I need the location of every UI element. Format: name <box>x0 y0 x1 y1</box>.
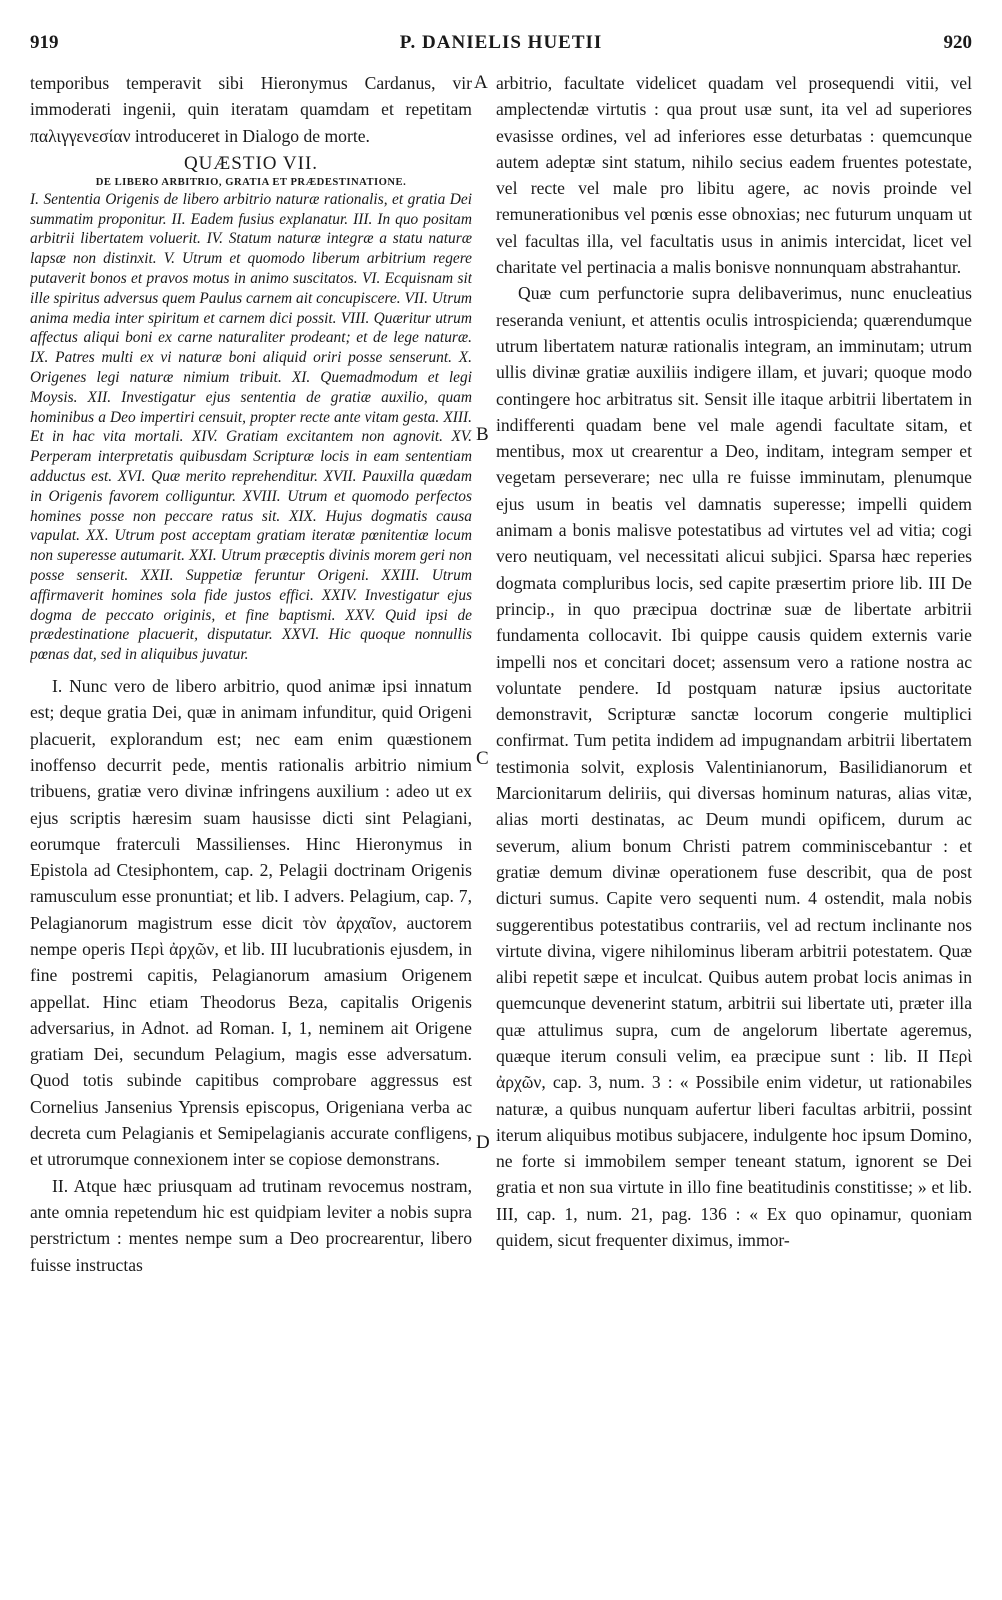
chapter-summary: I. Sententia Origenis de libero arbitrio naturæ rationalis, et gratia Dei summatim proponitur. II. Eadem fusius explanatur. III. In quo positam arbitrii libertatem voluerit. IV. Statum naturæ integræ a statu naturæ lapsæ non distinxit. V. Utrum et quomodo liberum arbitrium regere putaverit bonos et pravos motus in animo suscitatos. VI. Ecquisnam sit ille spiritus adversus quem Paulus carnem ait concupiscere. VII. Utrum anima media inter spiritum et carnem dici possit. VIII. Quæritur utrum affectus aliqui boni ex carne naturaliter prodeant; et de lege naturæ. IX. Patres multi ex vi naturæ boni aliquid oriri posse senserunt. X. Origenes legi naturæ nimium tribuit. XI. Quemadmodum et legi Moysis. XII. Investigatur ejus sententia de gratiæ auxilio, quam hominibus a Deo impertiri censuit, propter recte ante vitam gesta. XIII. Et in hac vita mortali. XIV. Gratiam excitantem non agnovit. XV. Perperam interpretatis quibusdam Scripturæ locis in eam sententiam adductus est. XVI. Quæ merito reprehenditur. XVII. Pauxilla quædam in Origenis favorem colliguntur. XVIII. Utrum et quomodo perfectos homines posse non peccare ratus sit. XIX. Hujus dogmatis causa vapulat. XX. Utrum post acceptam gratiam iteratæ pœnitentiæ locum non superesse autumarit. XXI. Utrum præceptis divinis morem geri non posse senserit. XXII. Suppetiæ feruntur Origeni. XXIII. Utrum affirmaverit homines sola fide justos effici. XXIV. Investigatur ejus dogma de peccato originis, et fine baptismi. XXV. Quid ipsi de prædestinatione placuerit, disputatur. XXVI. Hic quoque nonnullis pœnas dat, sed in aliquibus juvatur. <box>30 190 472 664</box>
left-column <box>30 70 472 1580</box>
intro-paragraph: temporibus temperavit sibi Hieronymus Cardanus, vir immoderati ingenii, quin iteratam quamdam et repetitam παλιγγενεσίαν introduceret in Dialogo de morte. <box>30 73 472 146</box>
margin-letter-b: B <box>476 424 489 445</box>
margin-letter-c: C <box>476 748 489 769</box>
page-number-left: 919 <box>30 32 59 53</box>
right-paragraph-2: Quæ cum perfunctorie supra delibaverimus, nunc enucleatius reseranda veniunt, et attentis oculis introspicienda; quærendumque utrum libertatem naturæ rationalis integram, an imminutam; utrum ullis divinæ gratiæ auxiliis indigere illam, et juvari; quoque modo contingere hoc arbitratus sit. Sensit ille itaque arbitrii libertatem in indifferenti quadam bene vel male agendi facultate sitam, et mentibus, mox ut crearentur a Deo, inditam, integram semper et vegetam perseverare; nec ulla re fuisse imminutam, plenumque ejus usum in beatis vel damnatis superesse; impelli quidem animam a bonis malisve potestatibus ad virtutes vel ad vitia; cogi vero neutiquam, vel necessitati alicui subjici. Sparsa hæc reperies dogmata compluribus locis, sed capite præsertim priore lib. III De princip., in quo præcipua doctrinæ suæ de libertate arbitrii fundamenta collocavit. Ibi quippe causis quidem externis varie impelli nos et concitari docet; assensum vero a ratione nostra ac voluntate pendere. Id postquam naturæ ipsius auctoritate demonstravit, Scripturæ sanctæ locorum congerie multiplici confirmat. Tum petita indidem ad impugnandam arbitrii libertatem testimonia solvit, explosis Valentinianorum, Basilidianorum et Marcionitarum deliriis, qui diversas hominum naturas, alias vitæ, alias morti destinatas, ac Deum mundi opificem, durum ac severum, alium bonum Christi patrem comminiscebantur : et gratiæ demum divinæ operationem fuse describit, qua de post dicturi sumus. Capite vero sequenti num. 4 ostendit, mala nobis suggerentibus potestatibus contrariis, vel ad rectum inclinante nos virtute divina, vigere nihilominus liberam arbitrii potestatem. Quæ alibi repetit sæpe et inculcat. Quibus autem probat locis animas in quemcunque devenerint statum, arbitrii sui libertate uti, præter illa quæ attulimus supra, cum de angelorum libertate ageremus, quæque iterum consuli velim, ea præcipue sunt : lib. II Περὶ ἀρχῶν, cap. 3, num. 3 : « Possibile enim videtur, ut rationabiles naturæ, a quibus nunquam aufertur liberi facultas arbitrii, possint iterum aliquibus motibus subjacere, indulgente hoc ipsum Domino, ne forte si immobilem semper teneant statum, ignorent se Dei gratia et non sua virtute in illo fine beatitudinis constitisse; » et lib. III, cap. 1, num. 21, pag. 136 : « Ex quo opinamur, quoniam quidem, sicut frequenter diximus, immor- <box>496 283 972 1251</box>
right-paragraph-1: arbitrio, facultate videlicet quadam vel prosequendi vitii, vel amplectendæ virtutis : qua prout usæ sunt, ita vel ad superiores evasisse ordines, vel ad inferiores esse deturbatas : quemcunque autem adeptæ sint statum, nihilo secius eadem fruentes potestate, vel recte vel male pro libitu agere, ac novis proinde vel remunerationibus vel pœnis esse obnoxias; nec futurum unquam ut vel facultas illa, vel facultatis usus in animis intercidat, licet vel charitate vel pertinacia a malis bonisve nonnunquam abstrahantur. <box>496 73 972 278</box>
margin-letter-a: A <box>474 72 488 93</box>
running-header <box>26 30 976 60</box>
paragraph-i: I. Nunc vero de libero arbitrio, quod animæ ipsi innatum est; deque gratia Dei, quæ in animam infunditur, quid Origeni placuerit, explorandum est; nec eam enim quæstionem inoffenso decurrit pede, mentis rationalis arbitrio nimium tribuens, gratiæ vero divinæ infringens auxilium : adeo ut ex ejus scriptis hæresim suam hausisse dicti sint Pelagiani, eorumque fraterculi Massilienses. Hinc Hieronymus in Epistola ad Ctesiphontem, cap. 2, Pelagii doctrinam Origenis ramusculum esse pronuntiat; et lib. I advers. Pelagium, cap. 7, Pelagianorum magistrum esse dicit τὸν ἀρχαῖον, auctorem nempe operis Περὶ ἀρχῶν, et lib. III lucubrationis ejusdem, in fine postremi capitis, Pelagianorum amasium Origenem appellat. Hinc etiam Theodorus Beza, capitalis Origenis adversarius, in Adnot. ad Roman. I, 1, neminem ait Origene gratiam Dei, secundum Pelagium, magis esse adversatum. Quod totis subinde capitibus comprobare aggressus est Cornelius Jansenius Yprensis episcopus, Origeniana verba ac decreta cum Pelagianis et Semipelagianis accurate confligens, et utrorumque connexionem inter se copiose demonstrans. <box>30 676 472 1170</box>
right-column <box>496 70 972 1580</box>
quaestio-subtitle: DE LIBERO ARBITRIO, GRATIA ET PRÆDESTINATIONE. <box>95 176 407 188</box>
running-title: P. DANIELIS HUETII <box>399 32 603 53</box>
margin-letter-d: D <box>476 1132 490 1153</box>
page-number-right: 920 <box>943 32 972 53</box>
paragraph-ii: II. Atque hæc priusquam ad trutinam revocemus nostram, ante omnia repetendum hic est quidpiam leviter a nobis supra perstrictum : mentes nempe sum a Deo procrearentur, libero fuisse instructas <box>30 1175 472 1275</box>
quaestio-title: QUÆSTIO VII. <box>183 152 319 174</box>
